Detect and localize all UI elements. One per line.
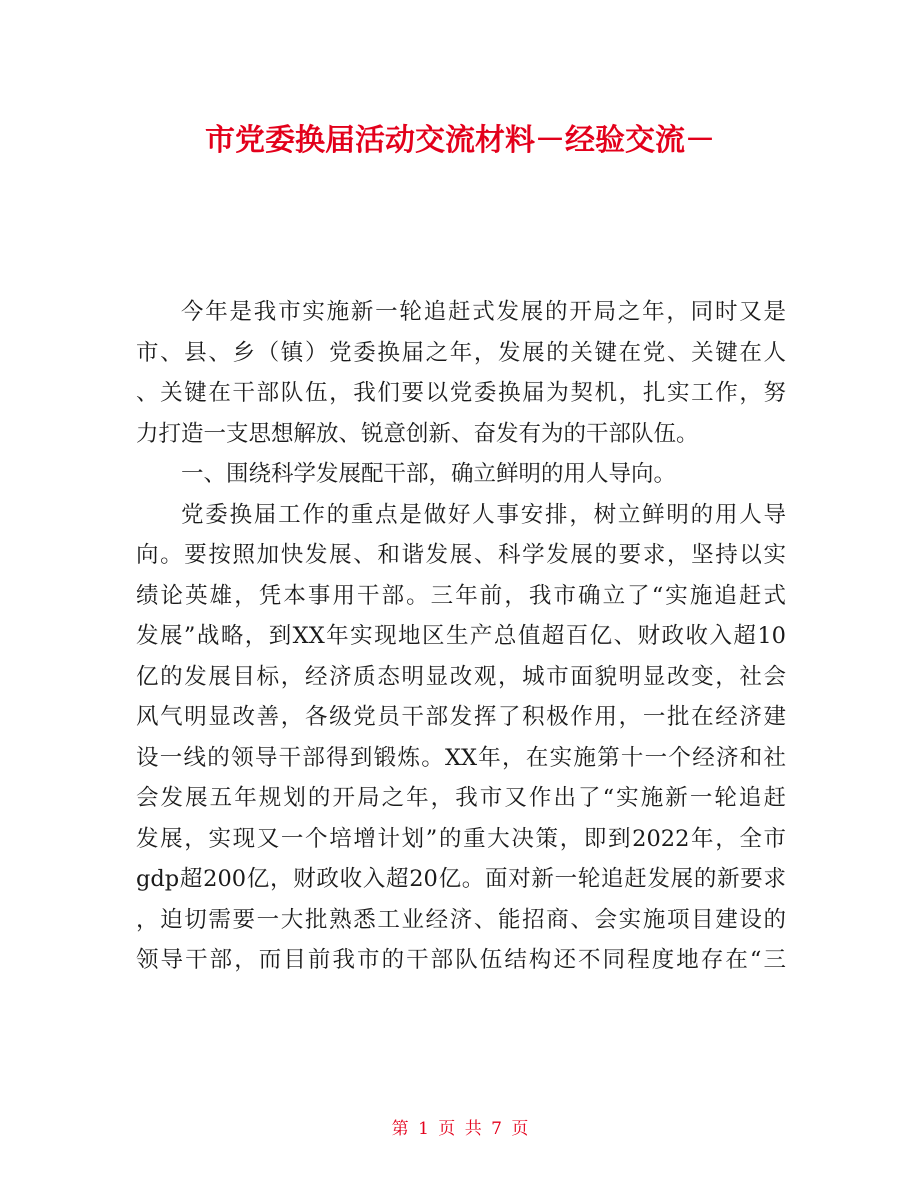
paragraph-line: 亿的发展目标，经济质态明显改观，城市面貌明显改变，社会 (136, 663, 786, 690)
paragraph-line: 发展”战略，到XX年实现地区生产总值超百亿、财政收入超10 (136, 623, 786, 649)
paragraph-line: 党委换届工作的重点是做好人事安排，树立鲜明的用人导 (181, 501, 786, 528)
section-heading: 一、围绕科学发展配干部，确立鲜明的用人导向。 (181, 461, 677, 487)
paragraph-line: 会发展五年规划的开局之年，我市又作出了“实施新一轮追赶 (136, 785, 786, 811)
paragraph-line: 风气明显改善，各级党员干部发挥了积极作用，一批在经济建 (136, 704, 786, 730)
paragraph-line: 力打造一支思想解放、锐意创新、奋发有为的干部队伍。 (136, 420, 699, 447)
document-title: 市党委换届活动交流材料－经验交流－ (205, 123, 715, 158)
page-number-footer: 第 1 页 共 7 页 (391, 1119, 529, 1139)
paragraph-line: 、关键在干部队伍，我们要以党委换届为契机，扎实工作，努 (136, 380, 786, 406)
paragraph-line: 市、县、乡（镇）党委换届之年，发展的关键在党、关键在人 (136, 339, 786, 366)
paragraph-line: 今年是我市实施新一轮追赶式发展的开局之年，同时又是 (181, 299, 786, 325)
paragraph-line: ，迫切需要一大批熟悉工业经济、能招商、会实施项目建设的 (136, 906, 786, 933)
paragraph-line: 设一线的领导干部得到锻炼。XX年，在实施第十一个经济和社 (136, 744, 786, 771)
paragraph-line: gdp超200亿，财政收入超20亿。面对新一轮追赶发展的新要求 (136, 866, 786, 892)
paragraph-line: 领导干部，而目前我市的干部队伍结构还不同程度地存在“三 (136, 947, 786, 973)
document-body (136, 292, 786, 981)
paragraph-line: 绩论英雄，凭本事用干部。三年前，我市确立了“实施追赶式 (136, 582, 786, 609)
paragraph-line: 发展，实现又一个培增计划”的重大决策，即到2022年，全市 (136, 825, 786, 852)
paragraph-line: 向。要按照加快发展、和谐发展、科学发展的要求，坚持以实 (136, 542, 786, 568)
